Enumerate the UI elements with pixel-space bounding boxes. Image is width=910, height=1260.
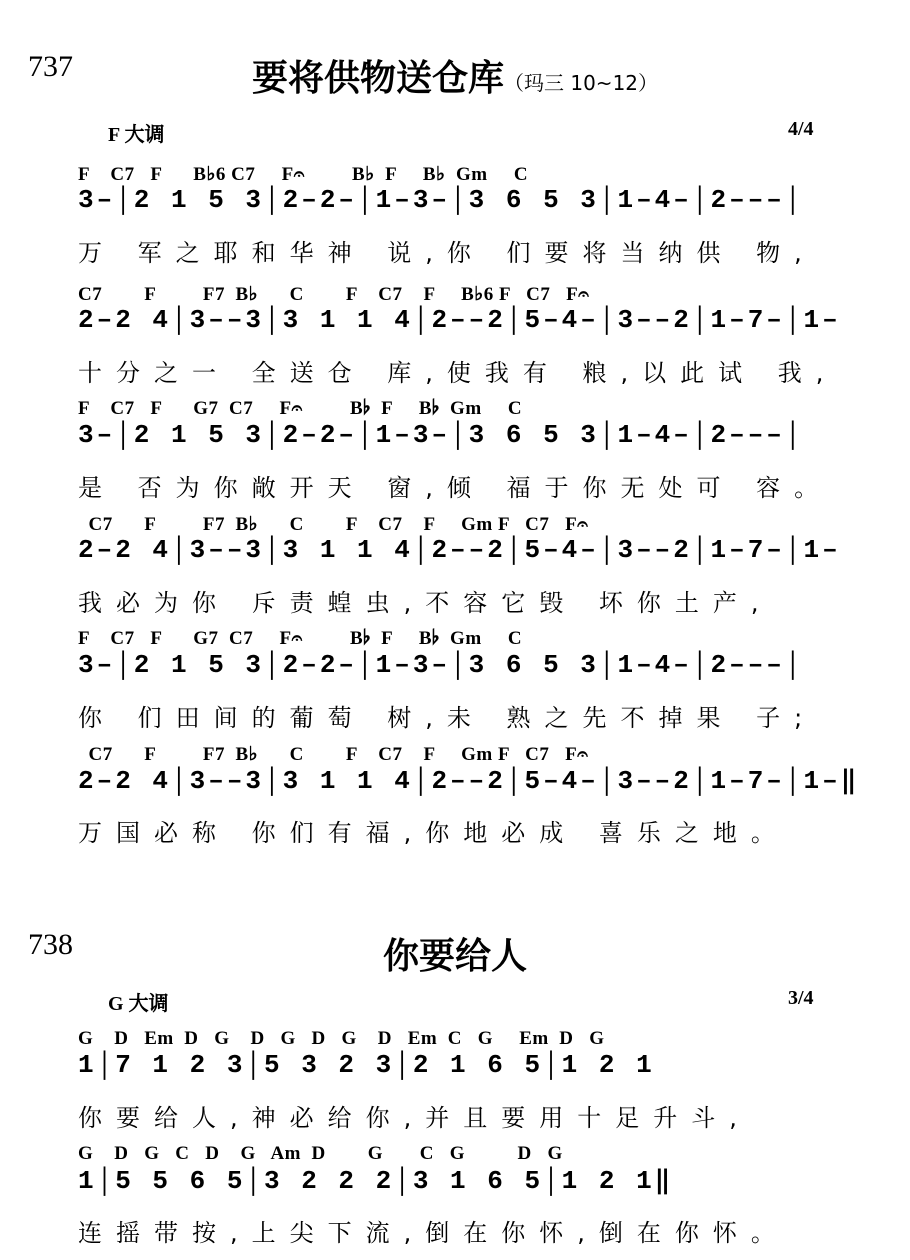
score-line (78, 398, 858, 513)
score-line (78, 283, 858, 398)
score-line (78, 743, 858, 858)
lyrics-row: 万 军之耶和华神 说,你 们要将当纳供 物, (78, 239, 816, 267)
chord-row: C7 F F7 B♭ C F C7 F B♭6 F C7 F𝄐 (78, 284, 590, 305)
chord-row: G D Em D G D G D G D Em C G Em D G (78, 1028, 605, 1049)
time-signature: 3/4 (788, 987, 814, 1009)
chord-row: G D G C D G Am D G C G D G (78, 1143, 563, 1164)
lyrics-row: 我必为你 斥责蝗虫,不容它毁 坏你土产, (78, 589, 773, 617)
notation-row: 2–2 4│3––3│3 1 1 4│2––2│5–4–│3––2│1–7–│1– (78, 535, 841, 565)
time-signature: 4/4 (788, 118, 814, 140)
notation-row: 1│5 5 6 5│3 2 2 2│3 1 6 5│1 2 1‖ (78, 1166, 674, 1196)
notation-row: 3–│2 1 5 3│2–2–│1–3–│3 6 5 3│1–4–│2–––│ (78, 185, 804, 215)
score-line (78, 628, 858, 743)
chord-row: C7 F F7 B♭ C F C7 F Gm F C7 F𝄐 (78, 514, 589, 535)
chord-row: F C7 F B♭6 C7 F𝄐 B♭ F B♭ Gm C (78, 164, 529, 185)
score-line (78, 1143, 858, 1258)
key-signature: F 大调 (108, 124, 165, 146)
notation-row: 3–│2 1 5 3│2–2–│1–3–│3 6 5 3│1–4–│2–––│ (78, 420, 804, 450)
song-title (0, 928, 910, 979)
notation-row: 1│7 1 2 3│5 3 2 3│2 1 6 5│1 2 1 (78, 1050, 655, 1080)
chord-row: C7 F F7 B♭ C F C7 F Gm F C7 F𝄐 (78, 744, 589, 765)
song-number: 738 (28, 928, 73, 961)
song-title-text: 要将供物送仓库 (251, 58, 504, 99)
notation-row: 2–2 4│3––3│3 1 1 4│2––2│5–4–│3––2│1–7–│1– (78, 305, 841, 335)
scripture-reference: （玛三 10~12） (504, 71, 659, 95)
notation-row: 2–2 4│3––3│3 1 1 4│2––2│5–4–│3––2│1–7–│1–‖ (78, 766, 860, 796)
song-number: 737 (28, 50, 73, 83)
notation-row: 3–│2 1 5 3│2–2–│1–3–│3 6 5 3│1–4–│2–––│ (78, 650, 804, 680)
lyrics-row: 万国必称 你们有福,你地必成 喜乐之地。 (78, 819, 789, 847)
lyrics-row: 十分之一 全送仓 库,使我有 粮,以此试 我, (78, 359, 838, 387)
lyrics-row: 你要给人,神必给你,并且要用十足升斗, (78, 1104, 751, 1132)
lyrics-row: 连摇带按,上尖下流,倒在你怀,倒在你怀。 (78, 1219, 789, 1247)
chord-row: F C7 F G7 C7 F𝄐 B♭ F B♭ Gm C (78, 628, 523, 649)
lyrics-row: 你 们田间的葡萄 树,未 熟之先不掉果 子; (78, 704, 817, 732)
chord-row: F C7 F G7 C7 F𝄐 B♭ F B♭ Gm C (78, 398, 523, 419)
score-line (78, 513, 858, 628)
score-line (78, 1028, 858, 1143)
lyrics-row: 是 否为你敞开天 窗,倾 福于你无处可 容。 (78, 474, 833, 502)
key-signature: G 大调 (108, 993, 169, 1015)
song-title-text: 你要给人 (382, 936, 527, 977)
song-title (0, 50, 910, 101)
score-line (78, 163, 858, 278)
